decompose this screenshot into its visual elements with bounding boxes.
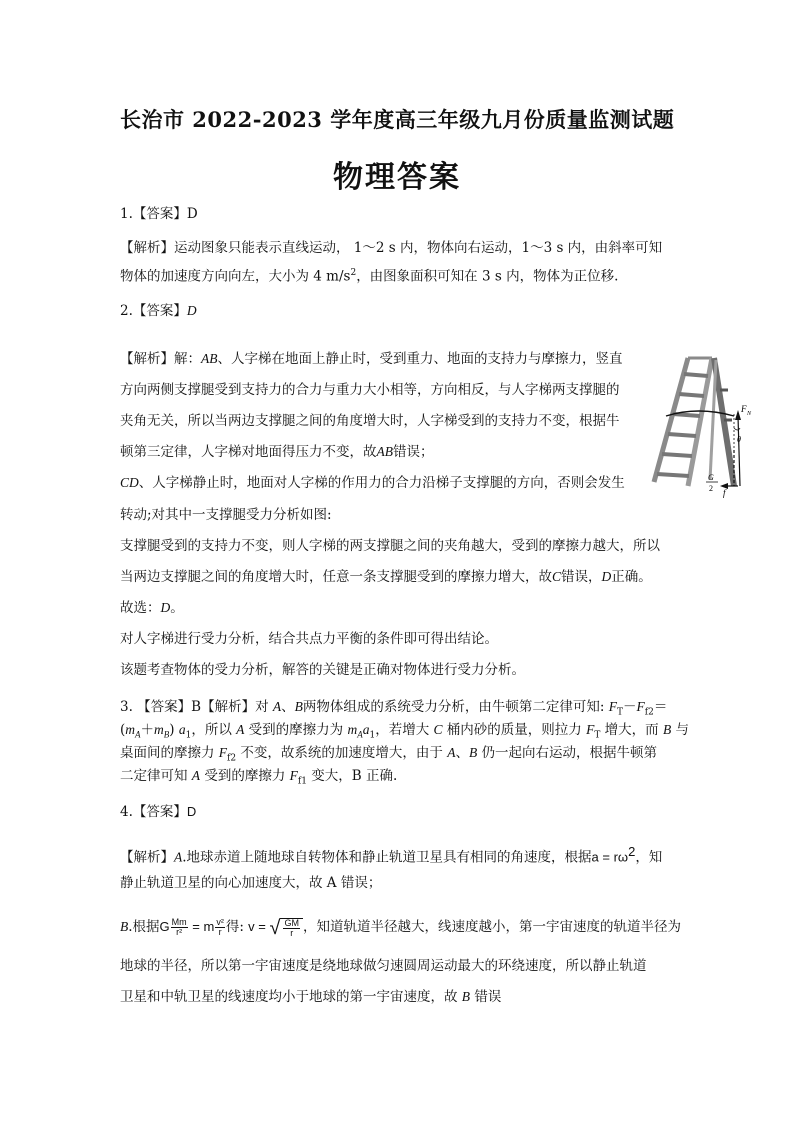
q4-l1-formula: a = rω [591, 849, 629, 865]
q3-l2-ft-sub: T [594, 730, 601, 741]
q1-analysis-line2 [120, 263, 618, 287]
q4-l3-b: B [120, 919, 129, 934]
sqrt-body [280, 918, 303, 938]
q3-line3 [120, 743, 657, 769]
document-title: 长治市 2022-2023 学年度高三年级九月份质量监测试题 [120, 107, 675, 132]
q4-l3a: .根据 [128, 919, 160, 935]
q2-line7: 支撑腿受到的支持力不变，则人字梯的两支撑腿之间的夹角越大，受到的摩擦力越大，所以 [120, 538, 660, 554]
q2-line2: 方向两侧支撑腿受到支持力的合力与重力大小相等，方向相反，与人字梯两支撑腿的 [120, 382, 620, 398]
q2-answer-letter: D [186, 303, 197, 318]
q4-frac2-den: r [218, 927, 222, 937]
q2-line6: 转动;对其中一支撑腿受力分析如图: [120, 507, 332, 523]
label-theta: θ [737, 435, 741, 444]
q3-l2-aa: a [362, 722, 370, 737]
q3-l1e: ＝ [653, 699, 668, 715]
q3-l4-f: F [289, 768, 298, 783]
ladder-force-diagram [648, 350, 754, 498]
sqrt-radical-icon: √ [269, 916, 281, 939]
label-g: G [708, 473, 714, 482]
q3-l2g: 桶内砂的质量，则拉力 [442, 722, 587, 738]
q3-l3-f-sub: f2 [227, 753, 237, 764]
q4-sqrt-num: GM [284, 917, 299, 928]
q2-l1-prefix: 【解析】解： [120, 351, 201, 367]
q3-l2-A: A [236, 722, 245, 737]
q3-l2-mb-sub: B [163, 729, 170, 740]
label-fn: F [741, 404, 747, 414]
q2-l1-ab: AB [201, 351, 218, 366]
q4-frac1-den: r² [176, 927, 183, 937]
q2-l9b: 。 [170, 600, 184, 616]
q3-line2 [120, 720, 689, 746]
q3-l2-maa: m [347, 722, 358, 737]
q2-l5: 、人字梯静止时，地面对人字梯的作用力的合力沿梯子支撑腿的方向，否则会发生 [138, 475, 625, 491]
q3-l2-aa-sub: 1 [369, 730, 376, 741]
q3-l3a: 桌面间的摩擦力 [120, 745, 219, 761]
q3-line4 [120, 766, 397, 792]
q1-answer: 1.【答案】D [120, 206, 198, 222]
q1-analysis-line1: 【解析】运动图象只能表示直线运动， 1～2 s 内，物体向右运动，1～3 s 内，由斜率可知 [120, 240, 663, 256]
q4-line5 [120, 987, 501, 1007]
q3-l3-b: B [468, 745, 478, 760]
label-f: f [723, 488, 726, 498]
q3-l3d: 仍一起向右运动，根据牛顿第 [477, 745, 657, 761]
q3-l2d: ，所以 [191, 722, 237, 738]
q4-l3-eq: = m [188, 919, 215, 934]
q2-line3: 夹角无关，所以当两边支撑腿之间的角度增大时，人字梯受到的支持力不变，根据牛 [120, 413, 620, 429]
q3-l1-f: F [608, 699, 617, 714]
q2-l8a: 当两边支撑腿之间的角度增大时，任意一条支撑腿受到的摩擦力增大，故 [120, 569, 552, 585]
q3-l2-ma-sub: A [135, 729, 141, 740]
q2-l8b: 错误， [561, 569, 602, 585]
q3-l2-ma: m [125, 722, 136, 737]
q4-l1-a: A [174, 849, 183, 865]
q3-l1a: 3. 【答案】B【解析】对 [120, 699, 273, 715]
q4-line3 [120, 917, 681, 938]
q3-l1b: 、 [281, 699, 295, 715]
q2-l4b: 错误； [393, 444, 434, 460]
q2-line11: 该题考查物体的受力分析，解答的关键是正确对物体进行受力分析。 [120, 662, 525, 678]
q2-answer-prefix: 2.【答案】 [120, 303, 187, 319]
q3-l1d: － [623, 699, 637, 715]
q3-l3-f: F [218, 745, 228, 760]
q4-frac-gm-r [283, 919, 300, 938]
q4-l3-v: v = [248, 919, 270, 934]
q2-line10: 对人字梯进行受力分析，结合共点力平衡的条件即可得出结论。 [120, 631, 498, 647]
q3-l1-f-sub: T [616, 707, 623, 718]
q3-l2f: ，若增大 [375, 722, 434, 738]
q2-l1-rest: 、人字梯在地面上静止时，受到重力、地面的支持力与摩擦力，竖直 [217, 351, 623, 367]
q4-l5a: 卫星和中轨卫星的线速度均小于地球的第一宇宙速度，故 [120, 989, 462, 1005]
q1-sup: 2 [350, 268, 357, 278]
q3-l1-b: B [294, 699, 303, 714]
q1-text-a: 物体的加速度方向向左，大小为 4 m/s [120, 268, 351, 285]
q4-line2: 静止轨道卫星的向心加速度大，故 A 错误； [120, 875, 382, 891]
q4-l1-formula-sup: 2 [628, 844, 636, 859]
q3-l2-mb: m [154, 722, 164, 737]
q2-line1 [120, 349, 623, 369]
q3-l3c: 、 [455, 745, 469, 761]
q3-l3b: 不变，故系统的加速度增大，由于 [236, 745, 448, 761]
q2-l8c: 正确。 [611, 569, 652, 585]
q3-l2b: ＋ [140, 722, 155, 738]
q4-l5b: 错误 [470, 989, 502, 1005]
q3-l4b: 受到的摩擦力 [200, 768, 290, 784]
q3-l2a: ( [120, 722, 126, 738]
q4-frac-v2-r [215, 918, 225, 937]
label-fn-sub: N [747, 411, 752, 417]
q3-l1c: 两物体组成的系统受力分析，由牛顿第二定律可知: [302, 699, 609, 715]
q4-sqrt-den: r [290, 927, 294, 938]
q4-answer-letter: D [186, 804, 197, 819]
q4-l3-g: G [159, 919, 170, 934]
q2-line5 [120, 473, 625, 493]
document-subtitle: 物理答案 [333, 160, 461, 195]
q2-l4a: 顿第三定律，人字梯对地面得压力不变，故 [120, 444, 377, 460]
q2-line9 [120, 598, 184, 618]
q2-l5-cd: CD [120, 475, 139, 490]
q3-l4-a: A [191, 768, 201, 783]
q3-l2h: 增大，而 [600, 722, 663, 738]
q1-text-b: ，由图象面积可知在 3 s 内，物体为正位移. [356, 268, 619, 285]
q3-line1 [120, 697, 667, 723]
q3-l1-f2: F [636, 699, 645, 714]
q3-l2e: 受到的摩擦力为 [244, 722, 348, 738]
q4-l3c: ，知道轨道半径越大，线速度越小，第一宇宙速度的轨道半径为 [302, 919, 681, 935]
q2-l9-d: D [160, 600, 171, 615]
q3-l2-ft: F [586, 722, 595, 737]
q4-l5-b: B [461, 989, 471, 1004]
q2-line4 [120, 442, 434, 462]
q4-line1 [120, 842, 662, 868]
q4-frac-mm-r2 [171, 918, 188, 937]
q3-l3-a: A [447, 745, 456, 760]
q3-l2c: ) [169, 722, 179, 738]
q3-l4c: 变大，B 正确. [306, 768, 398, 784]
q3-l2-B: B [662, 722, 672, 737]
label-two: 2 [709, 484, 713, 493]
q4-answer-prefix: 4.【答案】 [120, 804, 187, 820]
q3-l4a: 二定律可知 [120, 768, 192, 784]
q4-answer [120, 802, 196, 822]
q4-line4: 地球的半径，所以第一宇宙速度是绕地球做匀速圆周运动最大的环绕速度，所以静止轨道 [120, 958, 647, 974]
q4-frac2-num: v² [216, 917, 224, 927]
q4-l3-de: 得: [225, 919, 249, 935]
q2-l4-ab: AB [376, 444, 393, 459]
q3-l2-maa-sub: A [357, 729, 363, 740]
q3-l1-f2-sub: f2 [644, 707, 654, 718]
q3-l4-f-sub: f1 [297, 776, 307, 787]
q3-l2-a1-sub: 1 [185, 730, 192, 741]
q2-line8 [120, 567, 652, 587]
q3-l2i: 与 [671, 722, 690, 738]
q4-l1a: 【解析】 [120, 849, 174, 866]
q4-sqrt [270, 918, 303, 938]
q3-l2-C: C [433, 722, 443, 737]
q2-l8-c: C [552, 569, 562, 584]
q4-l1c: ，知 [635, 849, 663, 866]
q4-l1b: .地球赤道上随地球自转物体和静止轨道卫星具有相同的角速度，根据 [182, 849, 592, 866]
q3-l1-a: A [272, 699, 282, 714]
q4-frac1-num: Mm [171, 917, 187, 927]
q2-answer [120, 301, 197, 321]
q2-l8-d: D [601, 569, 612, 584]
q2-l9a: 故选： [120, 600, 161, 616]
q3-l2-a1: a [178, 722, 186, 737]
